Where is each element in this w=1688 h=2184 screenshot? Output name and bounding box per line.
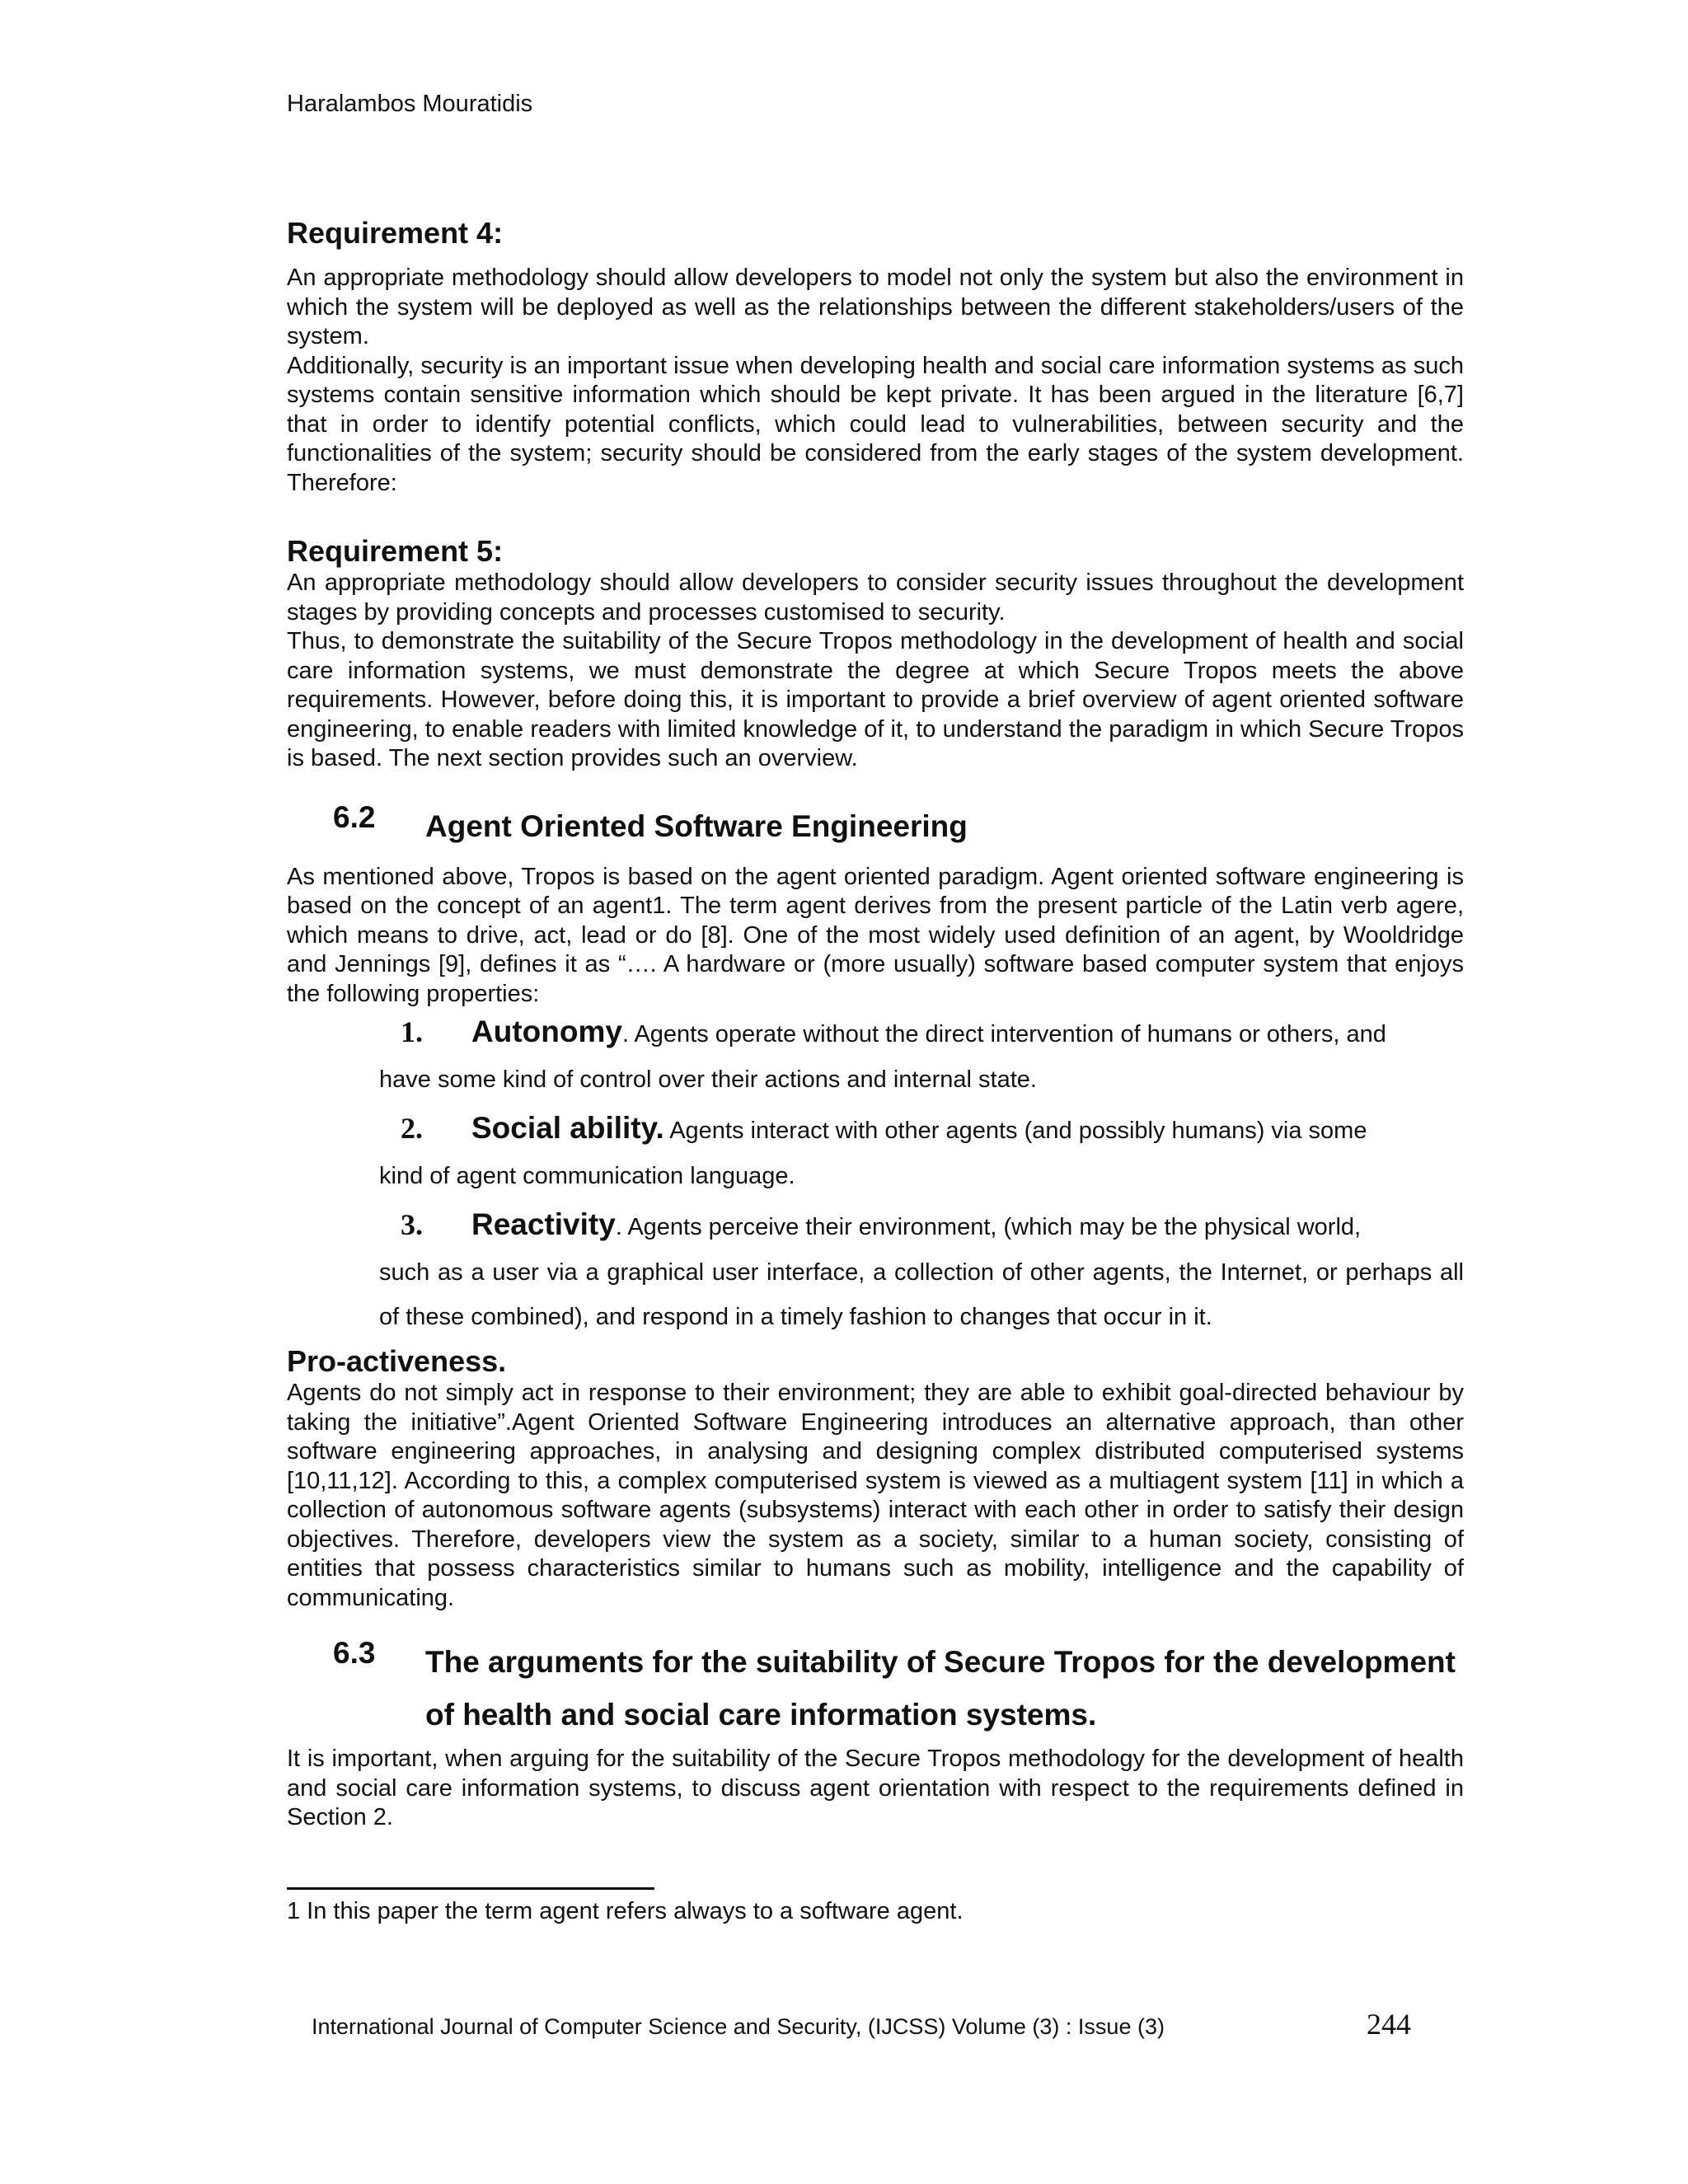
page-number: 244 (1367, 2008, 1411, 2041)
spacer (287, 498, 1464, 534)
property-term: Social ability. (471, 1111, 664, 1145)
property-term: Autonomy (471, 1015, 622, 1048)
property-continuation: have some kind of control over their actions and internal state. (379, 1066, 1037, 1093)
footnote-divider (287, 1887, 654, 1890)
list-marker: 2. (401, 1112, 423, 1145)
footnote: 1 In this paper the term agent refers always to a software agent. (287, 1898, 964, 1924)
property-item-autonomy (287, 1009, 1464, 1102)
section-number: 6.2 (333, 799, 376, 834)
security-paragraph: Additionally, security is an important issue when developing health and social care information systems as such systems contain sensitive information which should be kept private. It has been argued in the literature [6,7] that in order to identify potential conflicts, which could lead to vulnerabilities, between security and the functionalities of the system; security should be considered from the early stages of the system development. Therefore: (287, 352, 1464, 496)
list-marker: 3. (401, 1208, 423, 1241)
requirement-5-heading: Requirement 5: (287, 534, 504, 568)
requirement-4-heading: Requirement 4: (287, 216, 504, 250)
property-lead: . Agents operate without the direct intervention of humans or others, and (621, 1021, 1386, 1047)
property-lead: . Agents perceive their environment, (which may be the physical world, (615, 1214, 1362, 1240)
list-marker: 1. (401, 1015, 423, 1048)
property-item-reactivity (287, 1202, 1464, 1339)
thus-paragraph: Thus, to demonstrate the suitability of the Secure Tropos methodology in the development of health and social care information systems, we must demonstrate the degree at which Secure Tropos meets the above requirements. However, before doing this, it is important to provide a brief overview of agent oriented software engineering, to enable readers with limited knowledge of it, to understand the paradigm in which Secure Tropos is based. The next section provides such an overview. (287, 628, 1464, 771)
section-title: Agent Oriented Software Engineering (425, 808, 968, 843)
section-title: The arguments for the suitability of Secure Tropos for the development of health and social care information systems. (425, 1645, 1456, 1732)
property-lead: Agents interact with other agents (and possibly humans) via some (663, 1118, 1367, 1144)
proactiveness-text: Agents do not simply act in response to their environment; they are able to exhibit goal-directed behaviour by taking the initiative”.Agent Oriented Software Engineering introduces an alternative approach, than other software engineering approaches, in analysing and designing complex distributed computerised systems [10,11,12]. According to this, a complex computerised system is viewed as a multiagent system [11] in which a collection of autonomous software agents (subsystems) interact with each other in order to satisfy their design objectives. Therefore, developers view the system as a society, similar to a human society, consisting of entities that possess characteristics similar to humans such as mobility, intelligence and the capability of communicating. (287, 1380, 1464, 1611)
paper-page (287, 0, 1464, 2184)
requirement-5-text: An appropriate methodology should allow developers to consider security issues throughout the development stages by providing concepts and processes customised to security. (287, 569, 1464, 626)
property-continuation: such as a user via a graphical user interface, a collection of other agents, the Internet, or perhaps all of these combined), and respond in a timely fashion to changes that occur in it. (379, 1259, 1464, 1330)
property-term: Reactivity (471, 1207, 616, 1241)
section-6-3-heading (287, 1636, 1464, 1741)
requirement-4-text: An appropriate methodology should allow developers to model not only the system but also the environment in which the system will be deployed as well as the relationships between the different stakeholders/users of the system. (287, 265, 1464, 349)
agent-paragraph: As mentioned above, Tropos is based on the agent oriented paradigm. Agent oriented software engineering is based on the concept of an agent1. The term agent derives from the present particle of the Latin verb agere, which means to drive, act, lead or do [8]. One of the most widely used definition of an agent, by Wooldridge and Jennings [9], defines it as “…. A hardware or (more usually) software based computer system that enjoys the following properties: (287, 863, 1464, 1007)
important-paragraph: It is important, when arguing for the suitability of the Secure Tropos methodology for the development of health and social care information systems, to discuss agent orientation with respect to the requirements defined in Section 2. (287, 1746, 1464, 1830)
property-item-social-ability (287, 1105, 1464, 1198)
running-head-author: Haralambos Mouratidis (287, 91, 533, 117)
proactiveness-heading: Pro-activeness. (287, 1344, 507, 1378)
property-continuation: kind of agent communication language. (379, 1163, 795, 1189)
main-content (287, 216, 1464, 1833)
page-footer (312, 2007, 1441, 2041)
section-6-2-heading (287, 800, 1464, 853)
journal-citation: International Journal of Computer Science and Security, (IJCSS) Volume (3) : Issue (3) (312, 2014, 1165, 2039)
section-number: 6.3 (333, 1636, 376, 1670)
